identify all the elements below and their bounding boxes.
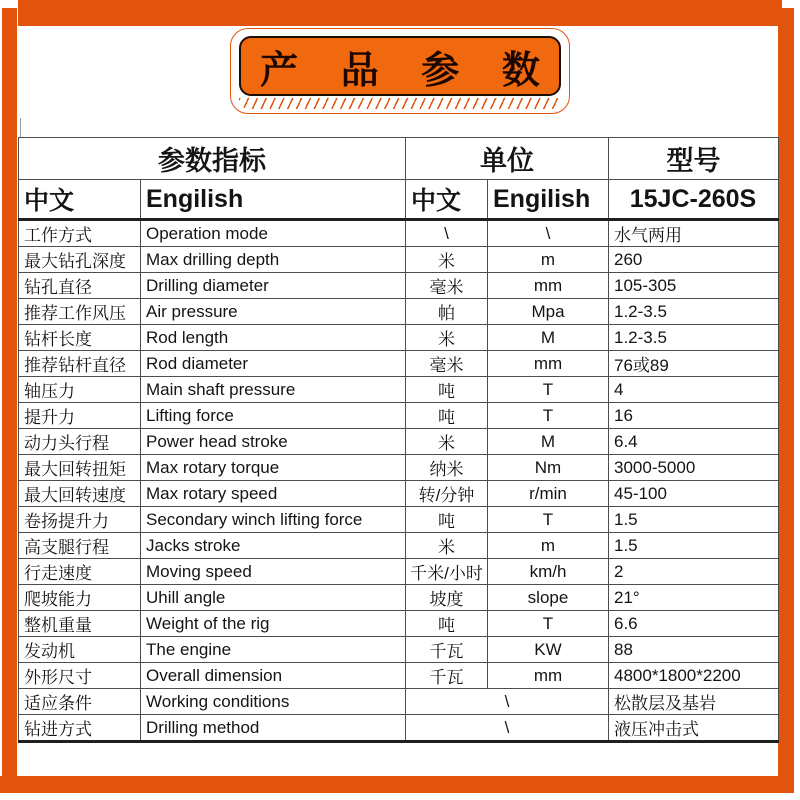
param-name-cn: 工作方式 <box>19 220 141 247</box>
model-value: 1.2-3.5 <box>609 299 779 325</box>
table-row <box>19 220 779 247</box>
frame-right-bar <box>778 8 794 776</box>
unit-cn: 帕 <box>406 299 488 325</box>
param-name-en: Drilling method <box>141 715 406 742</box>
param-name-en: The engine <box>141 637 406 663</box>
model-value: 6.4 <box>609 429 779 455</box>
unit-cn: 吨 <box>406 611 488 637</box>
unit-en: slope <box>488 585 609 611</box>
model-value: 4800*1800*2200 <box>609 663 779 689</box>
unit-en: KW <box>488 637 609 663</box>
param-name-cn: 钻孔直径 <box>19 273 141 299</box>
header-unit-cn: 中文 <box>406 180 488 220</box>
param-name-cn: 最大钻孔深度 <box>19 247 141 273</box>
table-row <box>19 507 779 533</box>
title-hatch-decoration <box>239 98 561 109</box>
header-group-parameters: 参数指标 <box>19 138 406 180</box>
unit-cn: 千瓦 <box>406 637 488 663</box>
unit-en: M <box>488 325 609 351</box>
table-row <box>19 377 779 403</box>
model-value: 1.2-3.5 <box>609 325 779 351</box>
table-row <box>19 533 779 559</box>
unit-cn: 米 <box>406 325 488 351</box>
model-value: 45-100 <box>609 481 779 507</box>
table-row <box>19 325 779 351</box>
param-name-en: Drilling diameter <box>141 273 406 299</box>
unit-en: mm <box>488 663 609 689</box>
param-name-en: Uhill angle <box>141 585 406 611</box>
param-name-cn: 高支腿行程 <box>19 533 141 559</box>
unit-en: m <box>488 533 609 559</box>
param-name-en: Max rotary torque <box>141 455 406 481</box>
param-name-cn: 钻进方式 <box>19 715 141 742</box>
header-model-value: 15JC-260S <box>609 180 779 220</box>
param-name-en: Weight of the rig <box>141 611 406 637</box>
frame-bottom-bar <box>0 776 794 793</box>
table-row <box>19 481 779 507</box>
table-header-sub <box>19 180 779 220</box>
unit-cn: 纳米 <box>406 455 488 481</box>
header-param-cn: 中文 <box>19 180 141 220</box>
param-name-en: Lifting force <box>141 403 406 429</box>
table-top-tick <box>20 118 21 137</box>
page-title: 产 品 参 数 <box>260 49 556 92</box>
param-name-en: Air pressure <box>141 299 406 325</box>
unit-cn: 毫米 <box>406 273 488 299</box>
param-name-cn: 最大回转扭矩 <box>19 455 141 481</box>
unit-en: Nm <box>488 455 609 481</box>
unit-en: mm <box>488 351 609 377</box>
table-row <box>19 455 779 481</box>
model-value: 88 <box>609 637 779 663</box>
model-value: 21° <box>609 585 779 611</box>
param-name-cn: 最大回转速度 <box>19 481 141 507</box>
model-value: 3000-5000 <box>609 455 779 481</box>
table-row <box>19 403 779 429</box>
unit-en: T <box>488 377 609 403</box>
param-name-cn: 动力头行程 <box>19 429 141 455</box>
model-value: 1.5 <box>609 507 779 533</box>
param-name-cn: 行走速度 <box>19 559 141 585</box>
table-row <box>19 637 779 663</box>
param-name-cn: 爬坡能力 <box>19 585 141 611</box>
table-row <box>19 299 779 325</box>
param-name-en: Overall dimension <box>141 663 406 689</box>
model-value: 4 <box>609 377 779 403</box>
param-name-cn: 发动机 <box>19 637 141 663</box>
model-value: 6.6 <box>609 611 779 637</box>
title-badge <box>230 28 570 114</box>
param-name-en: Rod diameter <box>141 351 406 377</box>
unit-en: \ <box>488 220 609 247</box>
header-unit-en: Engilish <box>488 180 609 220</box>
param-name-cn: 外形尺寸 <box>19 663 141 689</box>
param-name-en: Power head stroke <box>141 429 406 455</box>
header-group-unit: 单位 <box>406 138 609 180</box>
table-row <box>19 689 779 715</box>
unit-merged: \ <box>406 715 609 742</box>
unit-cn: 千瓦 <box>406 663 488 689</box>
unit-cn: 坡度 <box>406 585 488 611</box>
unit-en: T <box>488 403 609 429</box>
table-row <box>19 585 779 611</box>
unit-en: km/h <box>488 559 609 585</box>
param-name-en: Max rotary speed <box>141 481 406 507</box>
table-header-groups <box>19 138 779 180</box>
unit-cn: 吨 <box>406 403 488 429</box>
unit-en: T <box>488 611 609 637</box>
unit-cn: 米 <box>406 533 488 559</box>
model-value: 2 <box>609 559 779 585</box>
model-value: 水气两用 <box>609 220 779 247</box>
table-row <box>19 351 779 377</box>
param-name-en: Max drilling depth <box>141 247 406 273</box>
unit-en: m <box>488 247 609 273</box>
table-row <box>19 663 779 689</box>
frame-left-bar <box>2 8 17 776</box>
unit-en: Mpa <box>488 299 609 325</box>
param-name-en: Working conditions <box>141 689 406 715</box>
param-name-en: Main shaft pressure <box>141 377 406 403</box>
param-name-cn: 轴压力 <box>19 377 141 403</box>
unit-en: T <box>488 507 609 533</box>
spec-table <box>18 137 779 743</box>
param-name-cn: 整机重量 <box>19 611 141 637</box>
unit-cn: 吨 <box>406 507 488 533</box>
unit-en: r/min <box>488 481 609 507</box>
param-name-cn: 推荐钻杆直径 <box>19 351 141 377</box>
unit-cn: 转/分钟 <box>406 481 488 507</box>
unit-en: mm <box>488 273 609 299</box>
param-name-cn: 提升力 <box>19 403 141 429</box>
unit-cn: 米 <box>406 247 488 273</box>
unit-merged: \ <box>406 689 609 715</box>
frame-top-bar <box>18 0 782 26</box>
model-value: 1.5 <box>609 533 779 559</box>
param-name-en: Moving speed <box>141 559 406 585</box>
param-name-cn: 推荐工作风压 <box>19 299 141 325</box>
unit-cn: 吨 <box>406 377 488 403</box>
param-name-en: Operation mode <box>141 220 406 247</box>
param-name-en: Secondary winch lifting force <box>141 507 406 533</box>
table-row <box>19 273 779 299</box>
table-row <box>19 429 779 455</box>
unit-en: M <box>488 429 609 455</box>
param-name-en: Rod length <box>141 325 406 351</box>
table-row <box>19 611 779 637</box>
param-name-cn: 适应条件 <box>19 689 141 715</box>
param-name-cn: 钻杆长度 <box>19 325 141 351</box>
header-group-model: 型号 <box>609 138 779 180</box>
param-name-en: Jacks stroke <box>141 533 406 559</box>
table-row <box>19 559 779 585</box>
model-value: 16 <box>609 403 779 429</box>
model-value: 260 <box>609 247 779 273</box>
model-value: 液压冲击式 <box>609 715 779 742</box>
unit-cn: \ <box>406 220 488 247</box>
header-param-en: Engilish <box>141 180 406 220</box>
table-row <box>19 247 779 273</box>
unit-cn: 米 <box>406 429 488 455</box>
unit-cn: 千米/小时 <box>406 559 488 585</box>
param-name-cn: 卷扬提升力 <box>19 507 141 533</box>
model-value: 松散层及基岩 <box>609 689 779 715</box>
model-value: 105-305 <box>609 273 779 299</box>
title-badge-inner <box>239 36 561 96</box>
table-row <box>19 715 779 742</box>
model-value: 76或89 <box>609 351 779 377</box>
unit-cn: 毫米 <box>406 351 488 377</box>
